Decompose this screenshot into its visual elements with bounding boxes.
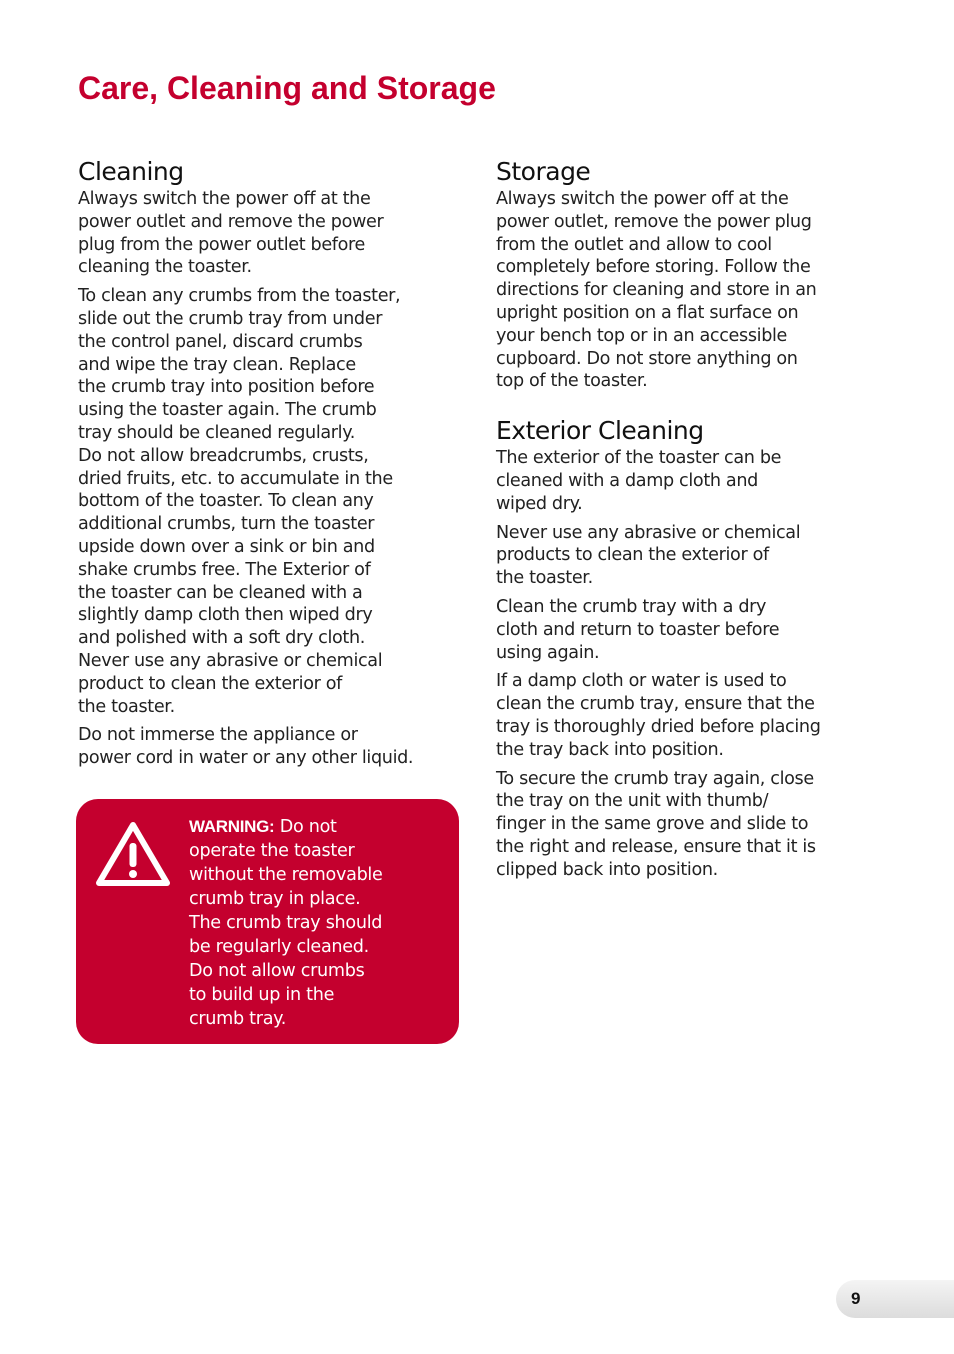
storage-section [496, 157, 878, 393]
exterior-paragraph-4: If a damp cloth or water is used to clean the crumb tray, ensure that the tray is thoroughly dried before placing the tray back into position. [496, 671, 821, 760]
exterior-cleaning-section [496, 416, 878, 881]
storage-paragraph-1: Always switch the power off at the power outlet, remove the power plug from the outlet and allow to cool completely before storing. Follow the directions for cleaning and store in an upright position on a flat surface on your bench top or in an accessible cupboard. Do not store anything on top of the toaster. [496, 189, 817, 392]
warning-text [189, 815, 439, 1031]
cleaning-heading: Cleaning [78, 157, 184, 186]
warning-triangle-icon [94, 819, 172, 893]
warning-label: WARNING: [189, 817, 275, 836]
warning-box [76, 799, 459, 1044]
exterior-paragraph-2: Never use any abrasive or chemical products to clean the exterior of the toaster. [496, 522, 801, 589]
warning-body: Do not operate the toaster without the removable crumb tray in place. The crumb tray should be regularly cleaned. Do not allow crumbs to build up in the crumb tray. [189, 817, 383, 1029]
page-number-tab [836, 1280, 954, 1318]
cleaning-paragraph-1: Always switch the power off at the power outlet and remove the power plug from the power outlet before cleaning the toaster. [78, 189, 384, 278]
cleaning-paragraph-3: Do not immerse the appliance or power cord in water or any other liquid. [78, 725, 414, 769]
exterior-paragraph-3: Clean the crumb tray with a dry cloth and return to toaster before using again. [496, 596, 780, 663]
storage-heading: Storage [496, 157, 591, 186]
right-column [496, 157, 878, 888]
exterior-paragraph-5: To secure the crumb tray again, close the tray on the unit with thumb/ finger in the same grove and slide to the right and release, ensure that it is clipped back into position. [496, 768, 816, 880]
cleaning-paragraph-2: To clean any crumbs from the toaster, slide out the crumb tray from under the control panel, discard crumbs and wipe the tray clean. Replace the crumb tray into position before using the toaster again. The crumb tray should be cleaned regularly. Do not allow breadcrumbs, crusts, dried fruits, etc. to accumulate in the bottom of the toaster. To clean any additional crumbs, turn the toaster upside down over a sink or bin and shake crumbs free. The Exterior of the toaster can be cleaned with a slightly damp cloth then wiped dry and polished with a soft dry cloth. Never use any abrasive or chemical product to clean the exterior of the toaster. [78, 286, 401, 717]
page-number: 9 [851, 1289, 861, 1308]
cleaning-section [78, 157, 463, 776]
page-title: Care, Cleaning and Storage [78, 70, 496, 106]
exterior-paragraph-1: The exterior of the toaster can be cleaned with a damp cloth and wiped dry. [496, 448, 782, 514]
exterior-cleaning-heading: Exterior Cleaning [496, 416, 704, 446]
